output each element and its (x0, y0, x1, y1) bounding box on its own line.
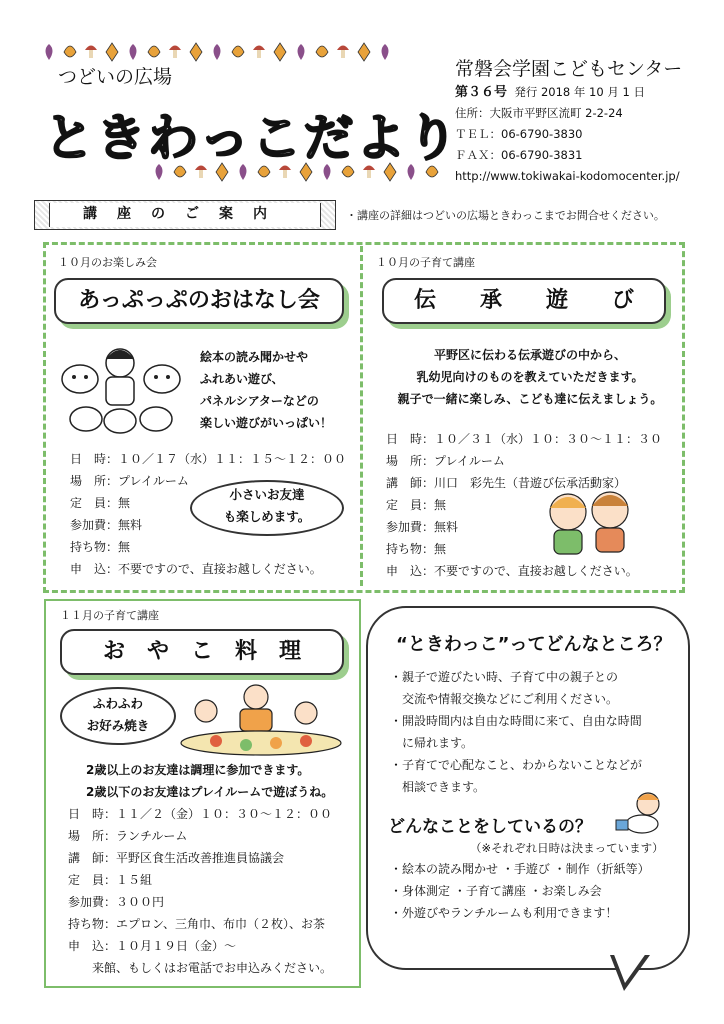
event2-detail: 持ち物：無 (386, 542, 447, 556)
activity-item: ・絵本の読み聞かせ ・手遊び ・制作（折紙等） (390, 862, 650, 876)
event3-detail: 持ち物：エプロン、三角巾、布巾（２枚）、お茶 (68, 917, 326, 931)
event3-panel (44, 599, 361, 988)
event3-detail: 定 員：１５組 (68, 873, 153, 887)
mushroom-icon (334, 40, 352, 62)
about-list (390, 666, 642, 798)
acorn-icon (313, 40, 331, 62)
event2-title: 伝 承 遊 び (382, 278, 666, 324)
puppet-illustration (56, 343, 186, 438)
leaf-icon (292, 40, 310, 62)
event1-description (200, 346, 332, 434)
newsletter-title: ときわっこだより (44, 109, 460, 167)
mushroom-icon (166, 40, 184, 62)
event3-detail: 来館、もしくはお電話でお申込みください。 (68, 961, 333, 975)
event2-tag: １０月の子育て講座 (376, 256, 475, 269)
about-heading: “ときわっこ”ってどんなところ？ (396, 634, 672, 655)
events-divider (360, 246, 363, 586)
issue-info (455, 82, 680, 187)
event3-detail: 申 込：１０月１９日（金）～ (68, 939, 237, 953)
event2-detail: 日 時：１０／３１（水）１０：３０～１１：３０ (386, 432, 663, 446)
subtitle: つどいの広場 (58, 66, 173, 88)
about-item: 相談できます。 (390, 780, 486, 794)
event2-detail: 定 員：無 (386, 498, 447, 512)
website-link[interactable]: http://www.tokiwakai-kodomocenter.jp/ (455, 169, 680, 183)
about-item: 交流や情報交換などにご利用ください。 (390, 692, 619, 706)
leaf-icon (376, 40, 394, 62)
event1-desc-line: 絵本の読み聞かせや (200, 350, 309, 364)
activities-list (390, 858, 650, 924)
fax: ＦＡＸ：06-6790-3831 (455, 148, 583, 162)
event1-bubble (190, 480, 344, 536)
leaf-icon (40, 40, 58, 62)
event1-detail: 申 込：不要ですので、直接お越しください。 (70, 562, 322, 576)
issue-number: 第３６号 (455, 85, 508, 100)
leaf-icon (187, 40, 205, 62)
course-bar (34, 200, 336, 230)
event3-detail: 参加費：３００円 (68, 895, 165, 909)
event3-tag: １１月の子育て講座 (60, 609, 159, 622)
event1-desc-line: パネルシアターなどの (200, 394, 319, 408)
event3-bubble-line: ふわふわ (92, 696, 143, 711)
event1-bubble-line: 小さいお友達 (229, 487, 305, 502)
acorn-icon (229, 40, 247, 62)
event3-bubble (60, 687, 176, 745)
activity-item: ・身体測定 ・子育て講座 ・お楽しみ会 (390, 884, 602, 898)
event3-desc-line: 2歳以下のお友達はプレイルームで遊ぼうね。 (86, 785, 334, 799)
event1-detail: 持ち物：無 (70, 540, 131, 554)
tel: ＴＥＬ：06-6790-3830 (455, 127, 583, 141)
event1-bubble-line: も楽しめます。 (223, 509, 311, 524)
event1-desc-line: ふれあい遊び、 (200, 372, 284, 386)
event1-detail: 日 時：１０／１７（水）１１：１５～１２：００ (70, 452, 347, 466)
event3-title: お や こ 料 理 (60, 629, 344, 675)
children-illustration (536, 488, 646, 558)
event2-desc-line: 平野区に伝わる伝承遊びの中から、 (433, 348, 626, 362)
leaf-icon (271, 40, 289, 62)
event2-detail: 申 込：不要ですので、直接お越しください。 (386, 564, 638, 578)
event3-details (68, 803, 332, 979)
event3-detail: 日 時：１１／２（金）１０：３０～１２：００ (68, 807, 333, 821)
event3-description (86, 759, 333, 803)
event3-bubble-line: お好み焼き (86, 718, 150, 733)
activities-heading: どんなことをしているの？ (388, 817, 592, 837)
event2-detail: 参加費：無料 (386, 520, 459, 534)
leaf-icon (103, 40, 121, 62)
activities-note: （※それぞれ日時は決まっています） (470, 841, 664, 855)
issue-date: 発行 2018 年 10 月 1 日 (514, 85, 645, 99)
event2-detail: 場 所：プレイルーム (386, 454, 505, 468)
event1-detail: 場 所：プレイルーム (70, 474, 189, 488)
mushroom-icon (250, 40, 268, 62)
about-item: ・親子で遊びたい時、子育て中の親子との (390, 670, 619, 684)
about-item: に帰れます。 (390, 736, 474, 750)
event1-panel (50, 248, 355, 584)
organization-name: 常磐会学園こどもセンター (455, 58, 683, 80)
event1-tag: １０月のお楽しみ会 (58, 256, 157, 269)
acorn-icon (145, 40, 163, 62)
autumn-decoration-top (40, 40, 394, 62)
leaf-icon (124, 40, 142, 62)
about-item: ・開設時間内は自由な時間に来て、自由な時間 (390, 714, 642, 728)
acorn-icon (61, 40, 79, 62)
event1-detail: 参加費：無料 (70, 518, 143, 532)
event2-panel (368, 248, 673, 584)
event3-desc-line: 2歳以上のお友達は調理に参加できます。 (86, 763, 310, 777)
event2-detail: 講 師：川口 彩先生（昔遊び伝承活動家） (386, 476, 627, 490)
event2-description (384, 344, 676, 410)
event3-detail: 講 師：平野区食生活改善推進員協議会 (68, 851, 285, 865)
event3-detail: 場 所：ランチルーム (68, 829, 188, 843)
leaf-icon (355, 40, 373, 62)
baby-illustration (612, 790, 668, 834)
cooking-illustration (176, 681, 346, 761)
event1-title: あっぷっぷのおはなし会 (54, 278, 344, 324)
course-note: ・講座の詳細はつどいの広場ときわっこまでお問合せください。 (346, 209, 665, 222)
leaf-icon (208, 40, 226, 62)
course-bar-label: 講座のご案内 (49, 203, 321, 227)
event2-desc-line: 親子で一緒に楽しみ、こども達に伝えましょう。 (397, 392, 663, 406)
address: 住所：大阪市平野区流町 2-2-24 (455, 106, 623, 120)
mushroom-icon (82, 40, 100, 62)
speech-tail-fill (613, 952, 647, 983)
activity-item: ・外遊びやランチルームも利用できます！ (390, 906, 618, 920)
about-item: ・子育てで心配なこと、わからないことなどが (390, 758, 643, 772)
event2-desc-line: 乳幼児向けのものを教えていただきます。 (416, 370, 644, 384)
event1-detail: 定 員：無 (70, 496, 131, 510)
event1-desc-line: 楽しい遊びがいっぱい！ (200, 416, 333, 430)
